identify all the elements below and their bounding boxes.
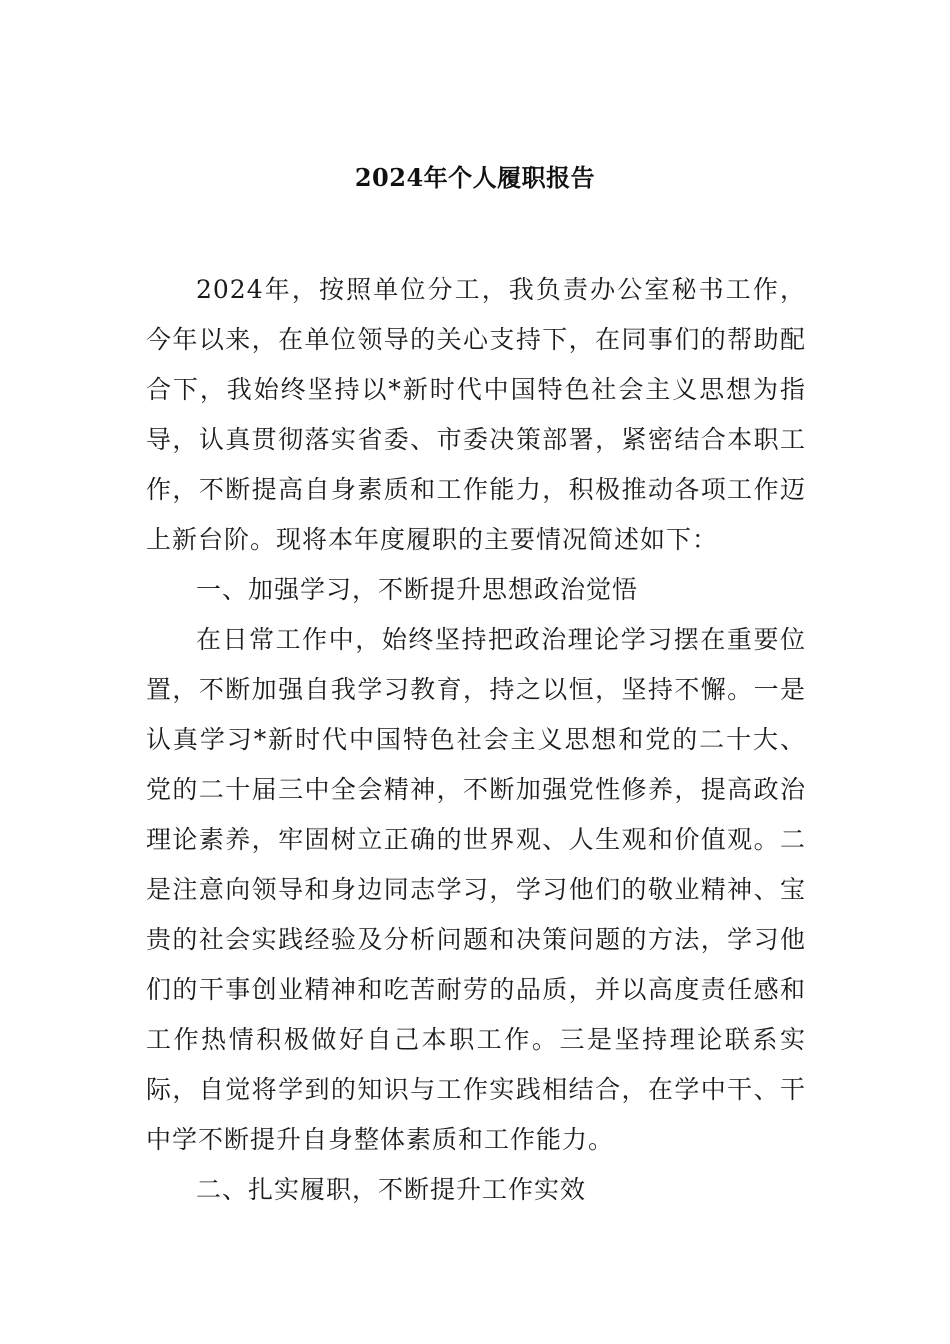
section-heading-1: 一、加强学习，不断提升思想政治觉悟 [196, 575, 639, 604]
section-heading-2: 二、扎实履职，不断提升工作实效 [196, 1175, 587, 1204]
document-body [146, 265, 806, 1215]
intro-paragraph: 2024年，按照单位分工，我负责办公室秘书工作，今年以来，在单位领导的关心支持下，在同事们的帮助配合下，我始终坚持以*新时代中国特色社会主义思想为指导，认真贯彻落实省委、市委决策部署，紧密结合本职工作，不断提高自身素质和工作能力，积极推动各项工作迈上新台阶。现将本年度履职的主要情况简述如下： [146, 275, 806, 554]
section-1-paragraph: 在日常工作中，始终坚持把政治理论学习摆在重要位置，不断加强自我学习教育，持之以恒，坚持不懈。一是认真学习*新时代中国特色社会主义思想和党的二十大、党的二十届三中全会精神，不断加强党性修养，提高政治理论素养，牢固树立正确的世界观、人生观和价值观。二是注意向领导和身边同志学习，学习他们的敬业精神、宝贵的社会实践经验及分析问题和决策问题的方法，学习他们的干事创业精神和吃苦耐劳的品质，并以高度责任感和工作热情积极做好自己本职工作。三是坚持理论联系实际，自觉将学到的知识与工作实践相结合，在学中干、干中学不断提升自身整体素质和工作能力。 [146, 625, 806, 1154]
document-title: 2024年个人履职报告 [354, 163, 596, 192]
